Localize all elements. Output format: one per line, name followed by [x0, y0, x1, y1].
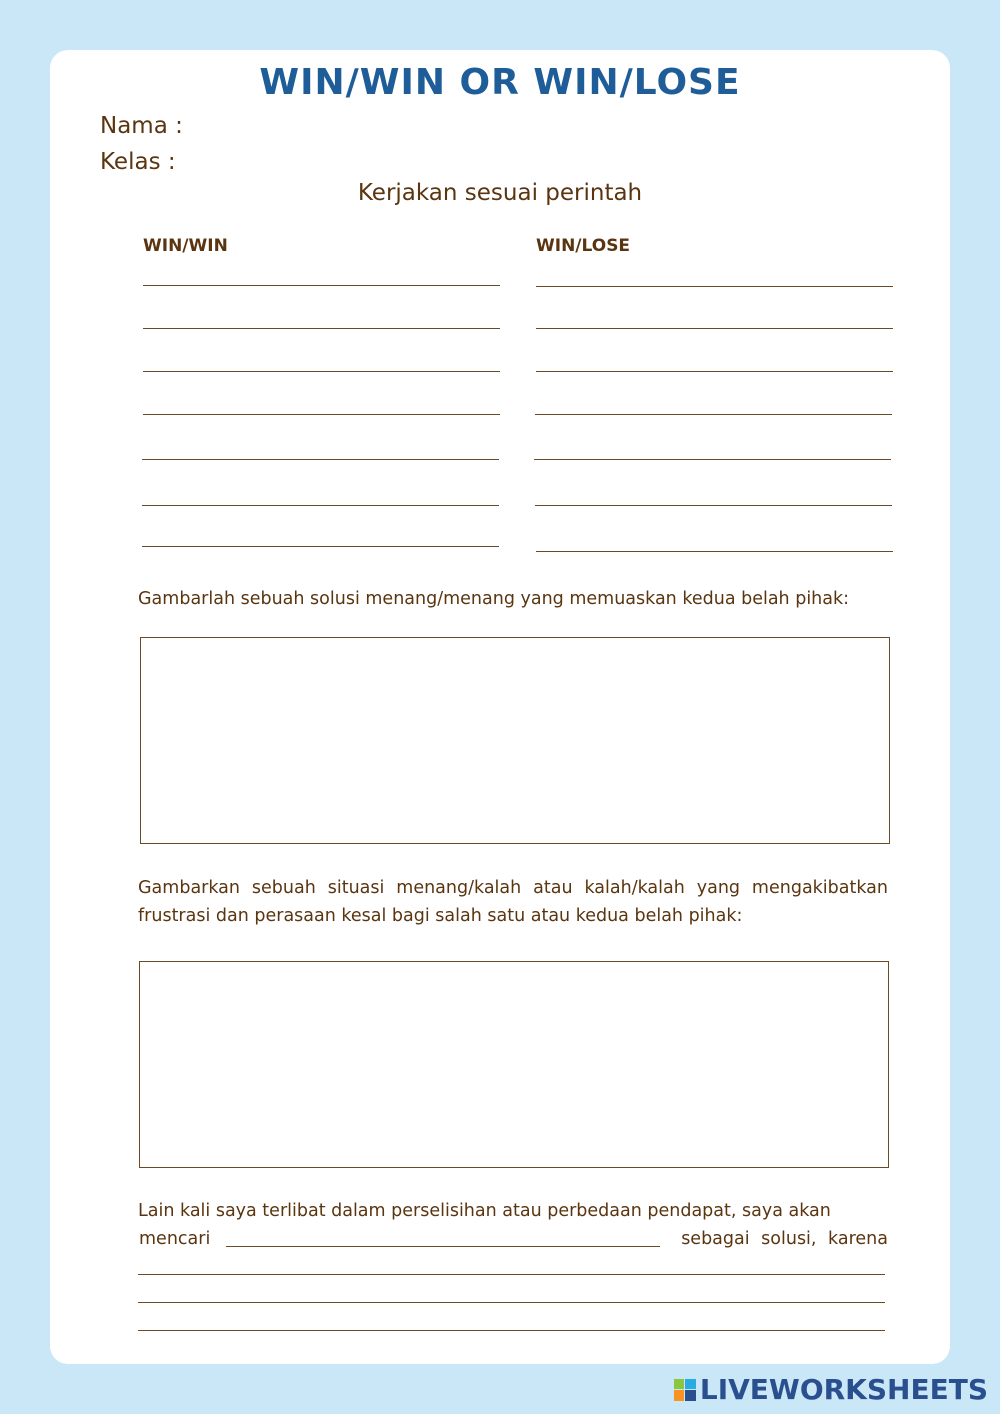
win-lose-answer-line[interactable]	[536, 371, 893, 372]
win-lose-answer-line[interactable]	[536, 286, 893, 287]
drawing-box-win-lose[interactable]	[139, 961, 889, 1168]
win-lose-answer-line[interactable]	[535, 505, 892, 506]
reason-answer-line[interactable]	[138, 1302, 885, 1303]
win-win-answer-line[interactable]	[142, 505, 499, 506]
win-win-answer-line[interactable]	[142, 546, 499, 547]
win-lose-answer-line[interactable]	[536, 551, 893, 552]
liveworksheets-logo	[674, 1373, 988, 1406]
reason-answer-line[interactable]	[138, 1274, 885, 1275]
win-lose-answer-line[interactable]	[535, 414, 892, 415]
reason-answer-line[interactable]	[138, 1330, 885, 1331]
win-win-answer-line[interactable]	[143, 285, 500, 286]
solution-blank-line[interactable]	[226, 1246, 660, 1247]
win-lose-header: WIN/LOSE	[536, 236, 631, 256]
prompt-next-time-after-blank: sebagai solusi, karena	[681, 1229, 888, 1249]
win-lose-answer-line[interactable]	[534, 459, 891, 460]
win-win-answer-line[interactable]	[143, 371, 500, 372]
class-label: Kelas :	[100, 149, 176, 175]
win-win-answer-line[interactable]	[142, 459, 499, 460]
worksheet-title: WIN/WIN OR WIN/LOSE	[259, 62, 741, 103]
prompt-next-time-line1: Lain kali saya terlibat dalam perselisihan atau perbedaan pendapat, saya akan	[138, 1201, 831, 1221]
liveworksheets-logo-icon	[674, 1379, 696, 1401]
win-win-header: WIN/WIN	[143, 236, 228, 256]
prompt-describe-win-lose: Gambarkan sebuah situasi menang/kalah atau kalah/kalah yang mengakibatkan frustrasi dan perasaan kesal bagi salah satu atau kedua belah pihak:	[138, 878, 888, 926]
instruction-text: Kerjakan sesuai perintah	[357, 180, 643, 206]
prompt-next-time-before-blank: mencari	[139, 1229, 211, 1249]
win-win-answer-line[interactable]	[143, 414, 500, 415]
liveworksheets-logo-text: LIVEWORKSHEETS	[699, 1373, 988, 1406]
name-label: Nama :	[100, 113, 183, 139]
win-lose-answer-line[interactable]	[536, 328, 893, 329]
drawing-box-win-win[interactable]	[140, 637, 890, 844]
prompt-draw-win-win: Gambarlah sebuah solusi menang/menang yang memuaskan kedua belah pihak:	[138, 589, 850, 609]
win-win-answer-line[interactable]	[143, 328, 500, 329]
